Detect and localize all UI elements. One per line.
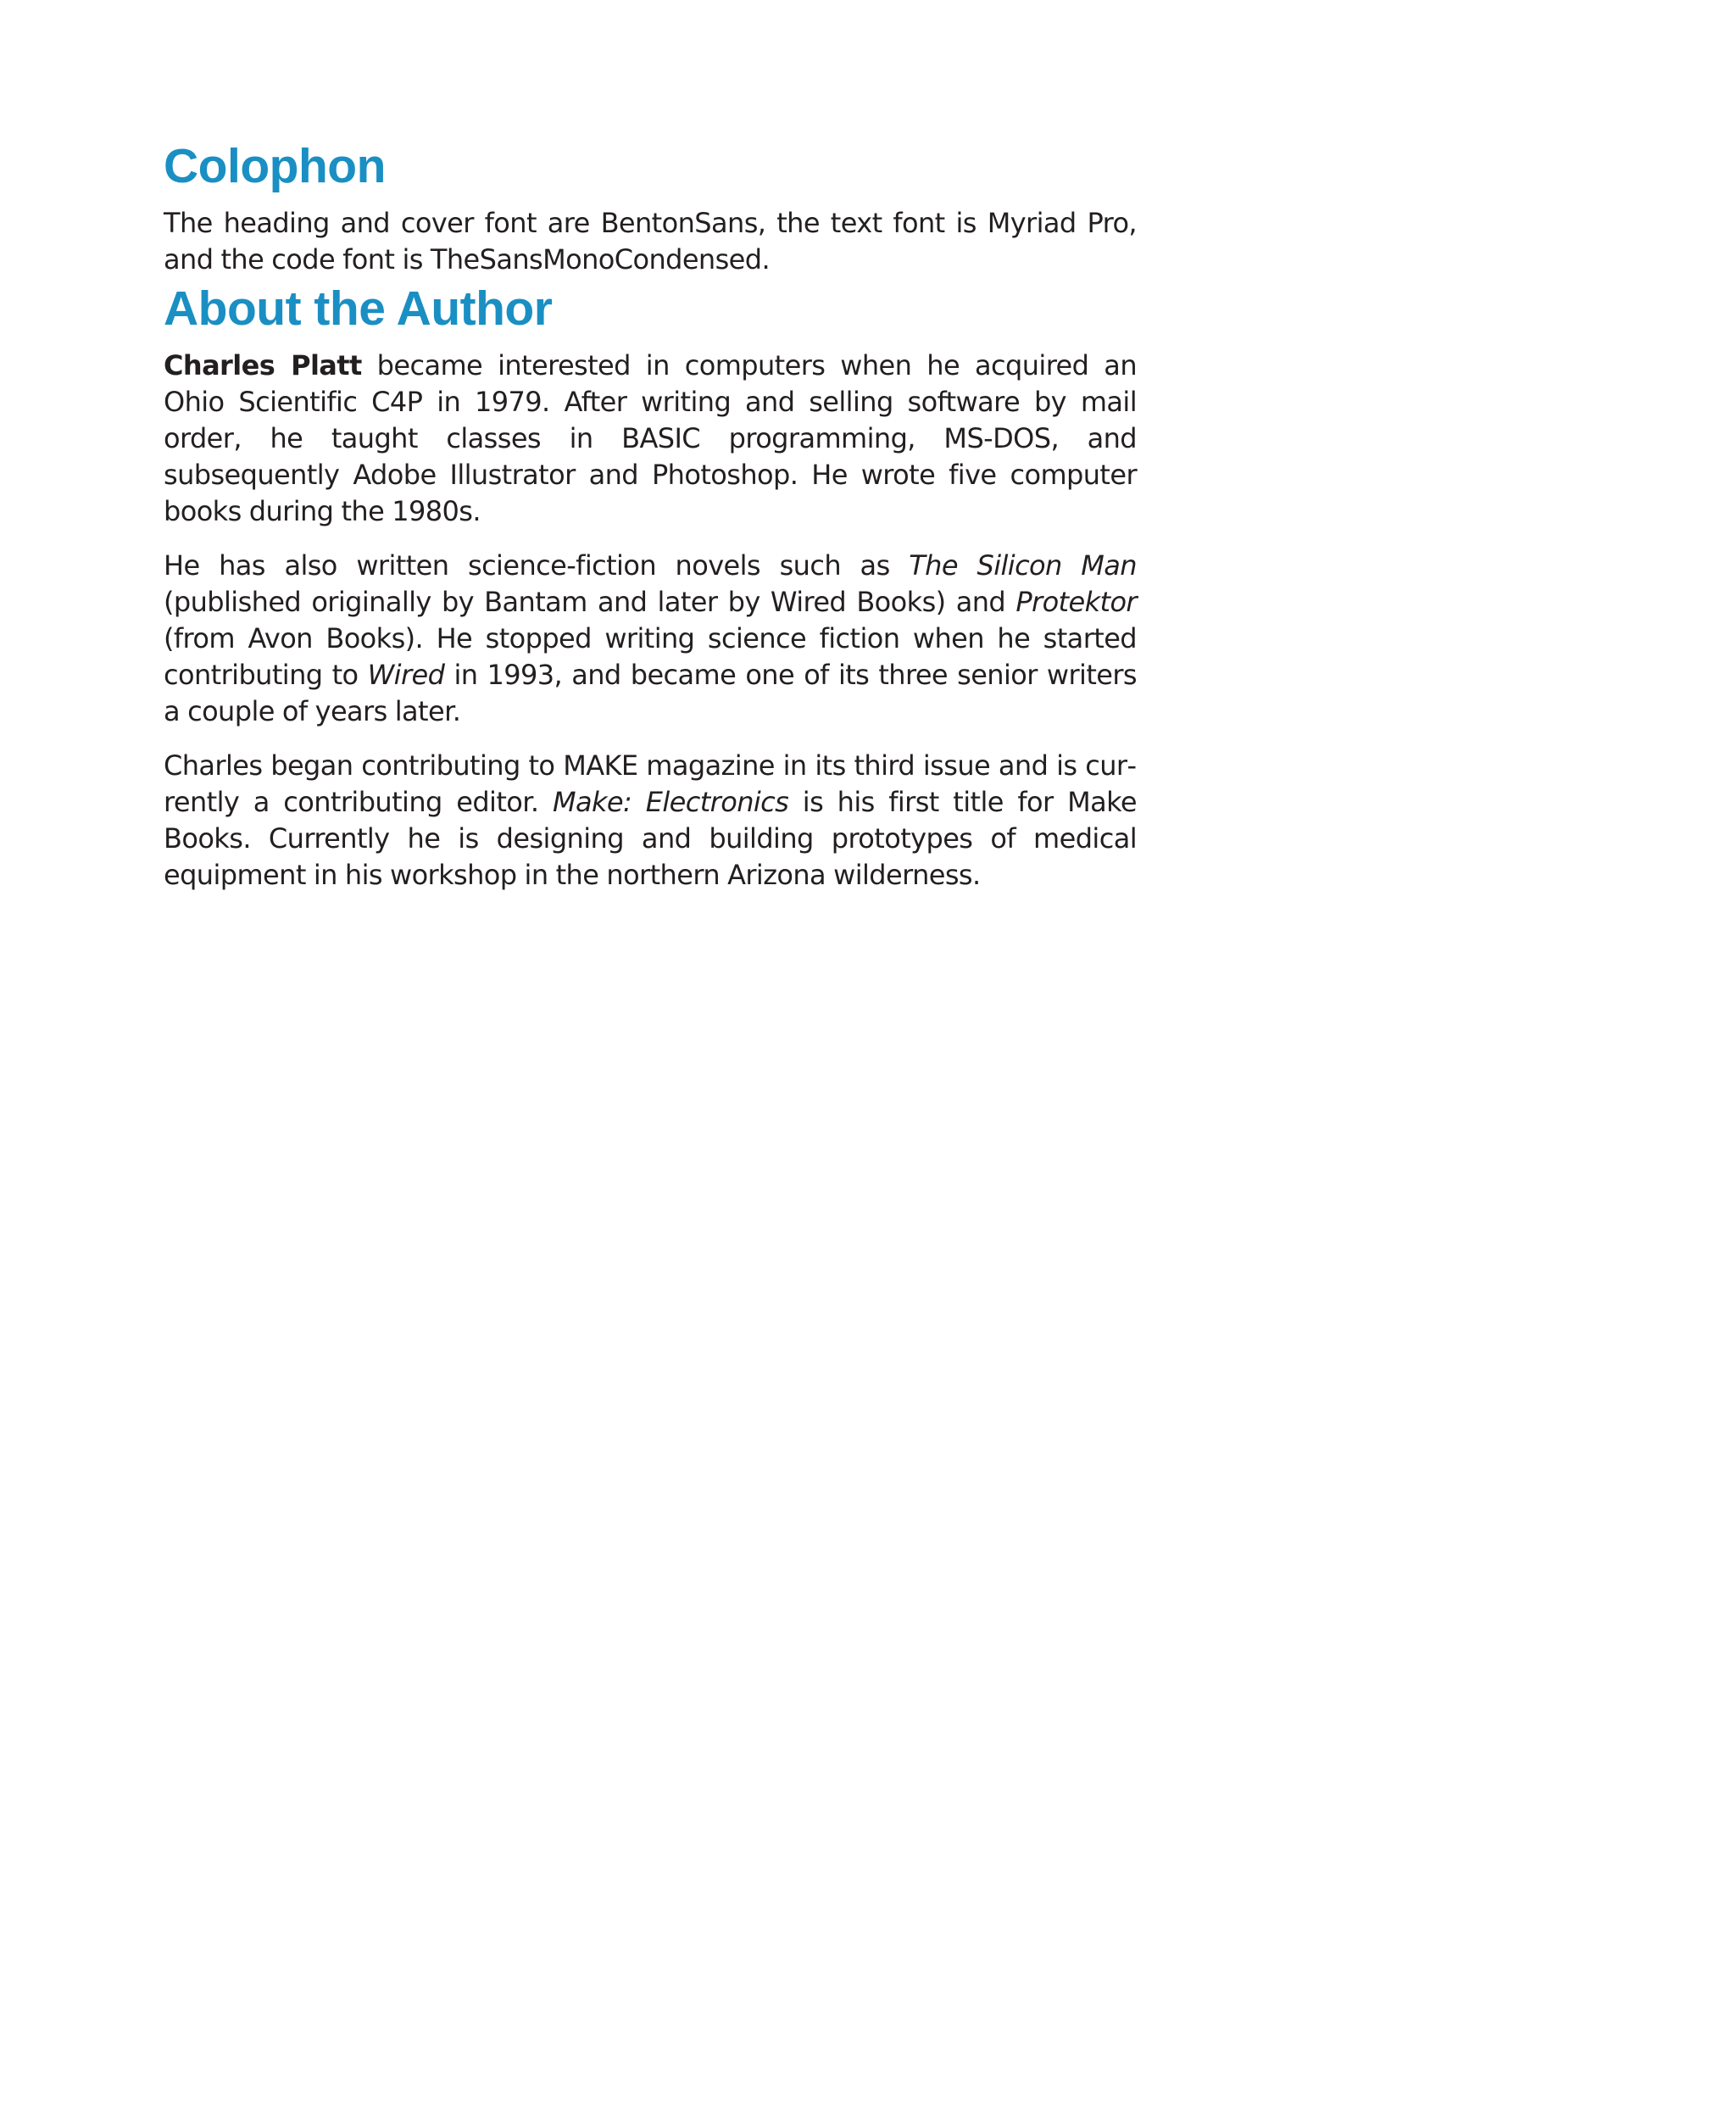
author-paragraph-2-text-2: (published originally by Bantam and later by Wired Books) and [164,586,1016,618]
colophon-paragraph: The heading and cover font are BentonSans, the text font is Myriad Pro, and the code font is TheSansMonoCondensed. [164,207,1137,276]
author-paragraph-1-text: became interested in computers when he acquired an Ohio Scientific C4P in 1979. After writing and selling software by mail order, he taught classes in BASIC programming, MS-DOS, and subsequently Adobe Illustrator and Photoshop. He wrote five computer books during the 1980s. [164,349,1137,527]
author-paragraph-3 [164,748,1137,894]
author-paragraph-2 [164,548,1137,730]
author-paragraph-1 [164,348,1137,530]
book-title-make-electronics: Make: Electronics [552,786,789,818]
colophon-heading: Colophon [164,139,386,193]
author-paragraph-2-text-4: in 1993, and became one of its three senior writers a couple of years later. [164,659,1137,727]
author-name: Charles Platt [164,349,362,381]
book-title-protektor: Protektor [1015,586,1137,618]
author-paragraph-2-text-1: He has also written science-fiction novels such as [164,549,910,582]
content-column [164,136,1137,894]
author-paragraph-2-text-3: (from Avon Books). He stopped writing science fiction when he started contributing to [164,622,1137,691]
magazine-title-wired: Wired [367,659,445,691]
book-title-silicon-man: The Silicon Man [909,549,1137,582]
about-author-heading: About the Author [164,281,553,336]
author-paragraph-3-text-2: is his first title for Make Books. Currently he is designing and building prototypes of medical equipment in his workshop in the northern Arizona wilderness. [164,786,1137,891]
author-paragraph-3-text-1: Charles began contributing to MAKE magazine in its third issue and is currently a contributing editor. [164,749,1137,818]
